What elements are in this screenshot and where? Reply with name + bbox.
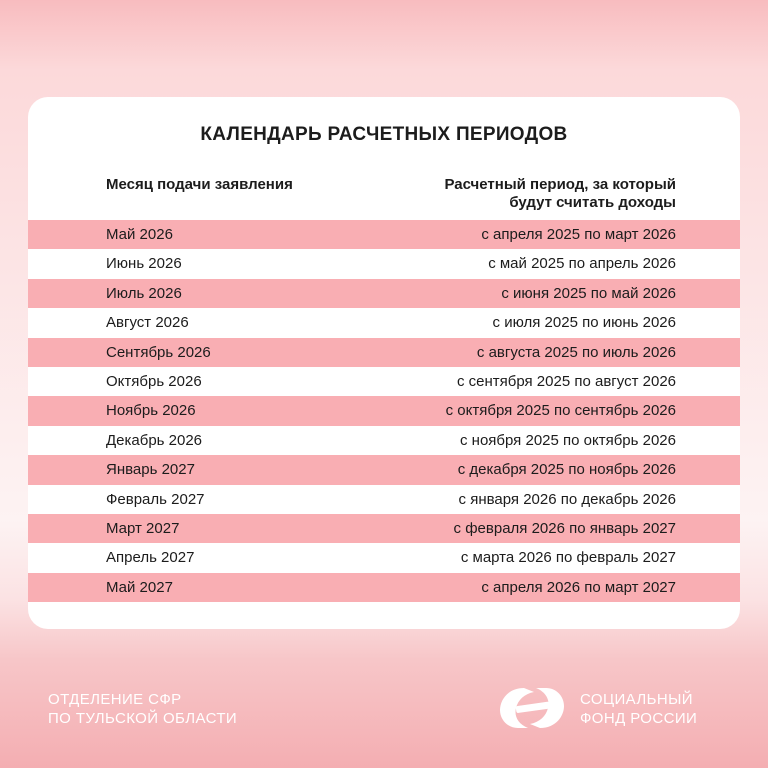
table-row [28,455,740,484]
table-row [28,485,740,514]
fund-line1: СОЦИАЛЬНЫЙ [580,691,693,708]
table-row [28,543,740,572]
branch-line2: ПО ТУЛЬСКОЙ ОБЛАСТИ [48,710,238,727]
footer-branch-name [48,690,237,728]
row-period: с июня 2025 по май 2026 [501,284,676,302]
row-month: Октябрь 2026 [106,372,202,390]
row-month: Июнь 2026 [106,255,182,273]
branch-line1: ОТДЕЛЕНИЕ СФР [48,691,182,708]
period-header-line2: будут считать доходы [509,194,676,211]
row-period: с ноября 2025 по октябрь 2026 [460,431,676,449]
row-period: с май 2025 по апрель 2026 [488,255,676,273]
row-month: Январь 2027 [106,461,195,479]
row-period: с апреля 2025 по март 2026 [481,226,676,243]
row-month: Май 2027 [106,578,173,596]
row-month: Апрель 2027 [106,549,195,567]
fund-line2: ФОНД РОССИИ [580,710,698,727]
table-row [28,220,740,249]
sfr-logo-icon [494,680,570,736]
row-period: с августа 2025 по июль 2026 [476,343,676,361]
row-period: с апреля 2026 по март 2027 [481,578,676,596]
row-period: с июля 2025 по июнь 2026 [492,314,676,332]
footer-fund-name [580,690,697,728]
row-period: с марта 2026 по февраль 2027 [460,549,676,567]
month-column-header: Месяц подачи заявления [106,176,293,193]
row-month: Декабрь 2026 [106,431,203,449]
row-month: Август 2026 [106,314,189,332]
row-month: Май 2026 [106,226,173,243]
calendar-card [28,97,740,629]
row-month: Февраль 2027 [106,490,205,508]
row-period: с сентября 2025 по август 2026 [456,372,676,390]
periods-table [28,220,740,602]
table-row [28,426,740,455]
row-period: с января 2026 по декабрь 2026 [458,490,676,508]
row-period: с февраля 2026 по январь 2027 [453,519,676,537]
row-month: Ноябрь 2026 [106,402,196,420]
table-row [28,338,740,367]
period-header-line1: Расчетный период, за который [444,176,676,193]
period-column-header [376,176,676,212]
row-period: с декабря 2025 по ноябрь 2026 [457,461,676,479]
table-row [28,396,740,425]
table-row [28,514,740,543]
row-month: Сентябрь 2026 [106,343,211,361]
row-month: Март 2027 [106,519,180,537]
page-title: КАЛЕНДАРЬ РАСЧЕТНЫХ ПЕРИОДОВ [200,124,568,145]
table-row [28,367,740,396]
table-row [28,308,740,337]
table-row [28,573,740,602]
table-row [28,249,740,278]
row-period: с октября 2025 по сентябрь 2026 [445,402,676,420]
row-month: Июль 2026 [106,284,182,302]
table-row [28,279,740,308]
